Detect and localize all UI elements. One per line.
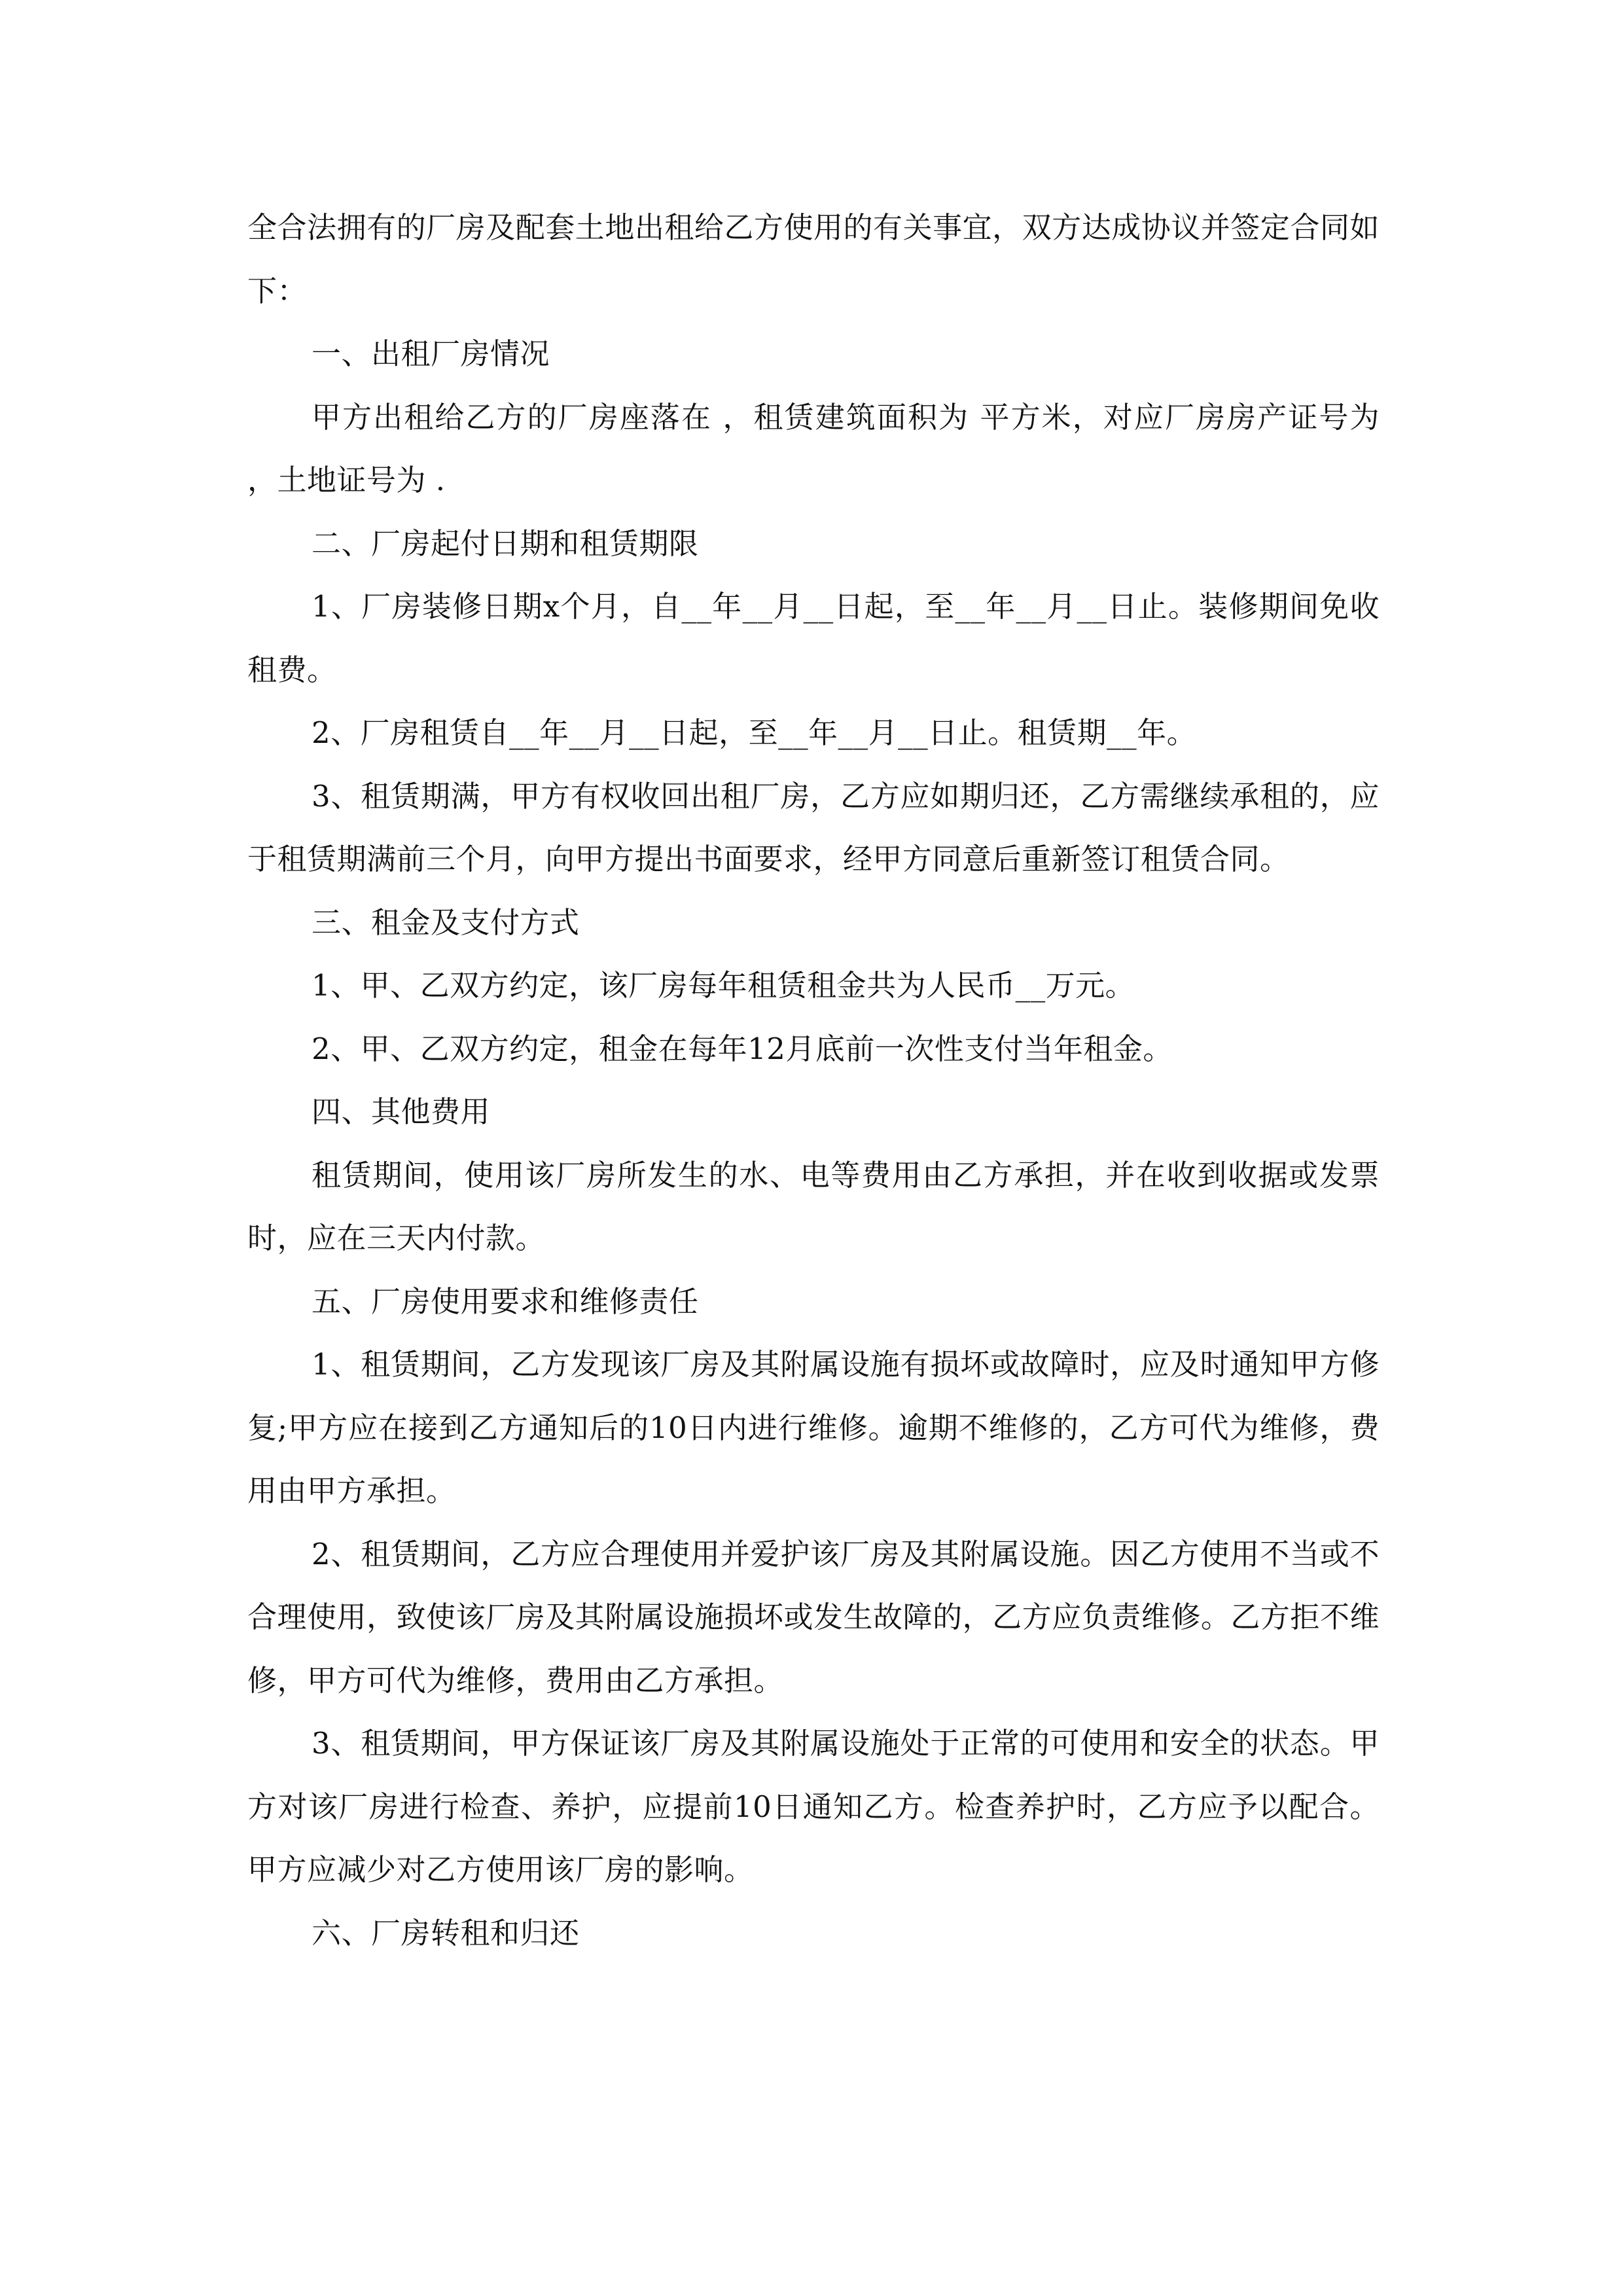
clause-2-1: 1、厂房装修日期x个月，自__年__月__日起，至__年__月__日止。装修期间免收租费。	[247, 589, 1380, 687]
clause-3-2: 2、甲、乙双方约定，租金在每年12月底前一次性支付当年租金。	[312, 1031, 1173, 1066]
clause-2-3: 3、租赁期满，甲方有权收回出租厂房，乙方应如期归还，乙方需继续承租的，应于租赁期满前三个月，向甲方提出书面要求，经甲方同意后重新签订租赁合同。	[247, 778, 1380, 876]
clause-5-3: 3、租赁期间，甲方保证该厂房及其附属设施处于正常的可使用和安全的状态。甲方对该厂房进行检查、养护，应提前10日通知乙方。检查养护时，乙方应予以配合。甲方应减少对乙方使用该厂房的影响。	[247, 1726, 1380, 1887]
document-body	[247, 196, 1380, 1965]
section-heading-4: 四、其他费用	[312, 1094, 491, 1129]
section-heading-5: 五、厂房使用要求和维修责任	[312, 1283, 699, 1319]
section-heading-6: 六、厂房转租和归还	[312, 1915, 580, 1950]
clause-4: 租赁期间，使用该厂房所发生的水、电等费用由乙方承担，并在收到收据或发票时，应在三天内付款。	[247, 1157, 1380, 1255]
clause-5-1: 1、租赁期间，乙方发现该厂房及其附属设施有损坏或故障时，应及时通知甲方修复;甲方应在接到乙方通知后的10日内进行维修。逾期不维修的，乙方可代为维修，费用由甲方承担。	[247, 1347, 1380, 1508]
clause-3-1: 1、甲、乙双方约定，该厂房每年租赁租金共为人民币__万元。	[312, 968, 1135, 1003]
section-heading-3: 三、租金及支付方式	[312, 905, 580, 940]
paragraph-property-info: 甲方出租给乙方的厂房座落在 ，租赁建筑面积为 平方米，对应厂房房产证号为 ，土地证号为 .	[247, 399, 1380, 497]
clause-5-2: 2、租赁期间，乙方应合理使用并爱护该厂房及其附属设施。因乙方使用不当或不合理使用，致使该厂房及其附属设施损坏或发生故障的，乙方应负责维修。乙方拒不维修，甲方可代为维修，费用由乙方承担。	[247, 1536, 1380, 1698]
clause-2-2: 2、厂房租赁自__年__月__日起，至__年__月__日止。租赁期__年。	[312, 715, 1197, 750]
paragraph-continuation: 全合法拥有的厂房及配套土地出租给乙方使用的有关事宜，双方达成协议并签定合同如下：	[247, 210, 1380, 308]
section-heading-2: 二、厂房起付日期和租赁期限	[312, 526, 699, 561]
section-heading-1: 一、出租厂房情况	[312, 336, 550, 371]
